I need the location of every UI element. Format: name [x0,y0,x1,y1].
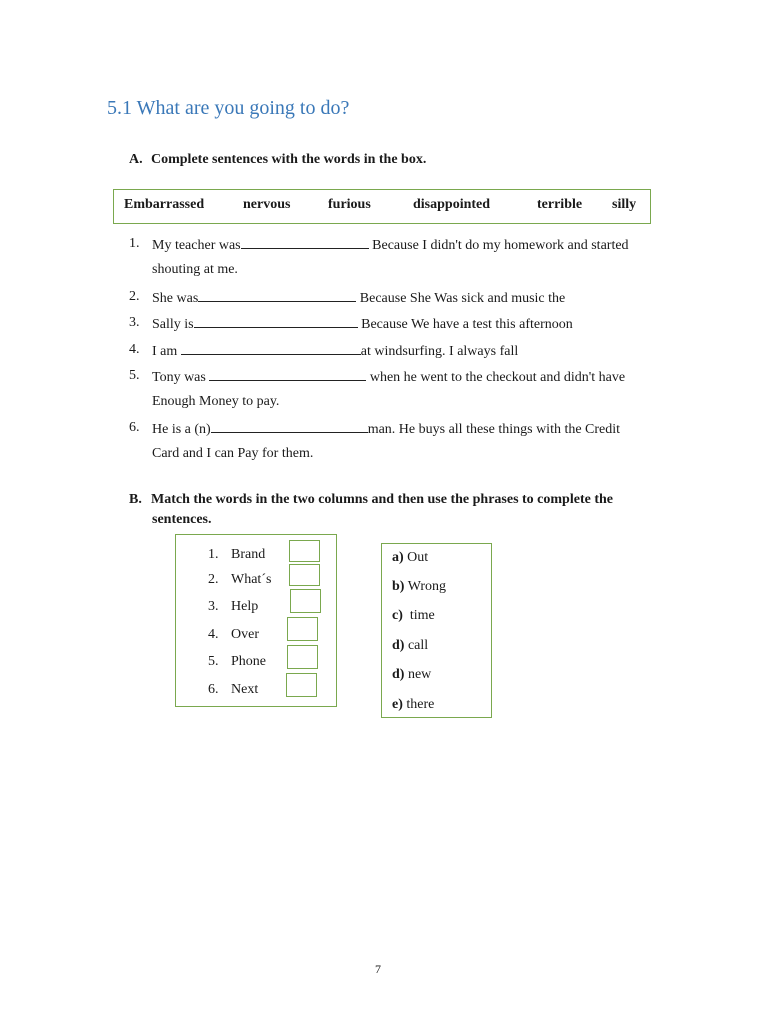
question-text-before: She was [152,291,199,306]
answer-blank[interactable] [198,289,356,302]
question-number: 2. [129,289,140,304]
right-item-letter: c) [392,608,403,623]
right-item-letter: d) [392,638,405,653]
section-b-instruction-continued: sentences. [152,512,212,527]
question-number: 4. [129,342,140,357]
right-item [392,638,428,654]
question-text-continued: shouting at me. [152,262,238,277]
word-nervous: nervous [243,197,291,212]
page-number: 7 [375,962,381,976]
left-item-word: Over [231,627,259,642]
question-text [152,368,625,386]
word-embarrassed: Embarrassed [124,197,205,212]
left-item-word: Next [231,682,259,697]
left-item-number: 4. [208,627,219,642]
question-text-after: at windsurfing. I always fall [360,344,519,359]
word-terrible: terrible [537,197,583,212]
question-number: 5. [129,368,140,383]
question-text-continued: Card and I can Pay for them. [152,446,314,461]
answer-blank[interactable] [241,236,369,249]
left-item-word: What´s [231,572,272,587]
left-item-number: 6. [208,682,219,697]
question-text-before: He is a (n) [152,422,211,437]
question-text [152,342,518,360]
question-text-after: Because I didn't do my homework and started [368,238,629,253]
section-a-instruction: Complete sentences with the words in the box. [151,152,427,167]
section-a-heading [129,152,426,168]
left-item-number: 3. [208,599,219,614]
right-item-word: there [402,697,435,712]
right-item-word: Out [403,550,429,565]
question-text [152,236,629,254]
question-number: 1. [129,236,140,251]
left-item-word: Phone [231,654,266,669]
question-text-before: Sally is [152,317,194,332]
question-text [152,289,565,307]
right-item [392,579,446,595]
question-number: 6. [129,420,140,435]
word-disappointed: disappointed [413,197,491,212]
answer-box[interactable] [287,617,318,641]
right-item-word: call [404,638,429,653]
question-text-after: man. He buys all these things with the Credit [367,422,621,437]
right-item-word: Wrong [404,579,447,594]
right-item [392,550,428,566]
answer-box[interactable] [290,589,321,613]
question-text [152,315,573,333]
question-text-after: Because She Was sick and music the [356,291,566,306]
answer-blank[interactable] [209,368,366,381]
left-item-word: Brand [231,547,266,562]
left-item-word: Help [231,599,259,614]
word-furious: furious [328,197,371,212]
question-text-before: My teacher was [152,238,241,253]
question-text-before: I am [152,344,181,359]
question-text-before: Tony was [152,370,210,385]
question-text-continued: Enough Money to pay. [152,394,280,409]
right-item [392,608,435,624]
word-box [113,189,651,224]
answer-blank[interactable] [194,315,358,328]
section-b-letter: B. [129,492,142,507]
right-item-word: time [402,608,435,623]
question-text-after: Because We have a test this afternoon [357,317,573,332]
answer-box[interactable] [289,540,320,562]
match-left-column [175,534,337,707]
left-item-number: 5. [208,654,219,669]
section-b-instruction: Match the words in the two columns and then use the phrases to complete the [151,492,613,507]
match-right-column [381,543,492,718]
right-item-word: new [404,667,432,682]
answer-blank[interactable] [211,420,368,433]
answer-box[interactable] [289,564,320,586]
answer-blank[interactable] [181,342,361,355]
word-silly: silly [612,197,637,212]
right-item-letter: d) [392,667,405,682]
question-text-after: when he went to the checkout and didn't have [366,370,626,385]
question-number: 3. [129,315,140,330]
answer-box[interactable] [286,673,317,697]
page-title: 5.1 What are you going to do? [107,97,350,119]
right-item [392,697,434,713]
question-text [152,420,620,438]
right-item-letter: e) [392,697,403,712]
answer-box[interactable] [287,645,318,669]
right-item-letter: b) [392,579,405,594]
left-item-number: 1. [208,547,219,562]
right-item [392,667,431,683]
left-item-number: 2. [208,572,219,587]
section-b-heading [129,492,613,508]
right-item-letter: a) [392,550,404,565]
section-a-letter: A. [129,152,143,167]
